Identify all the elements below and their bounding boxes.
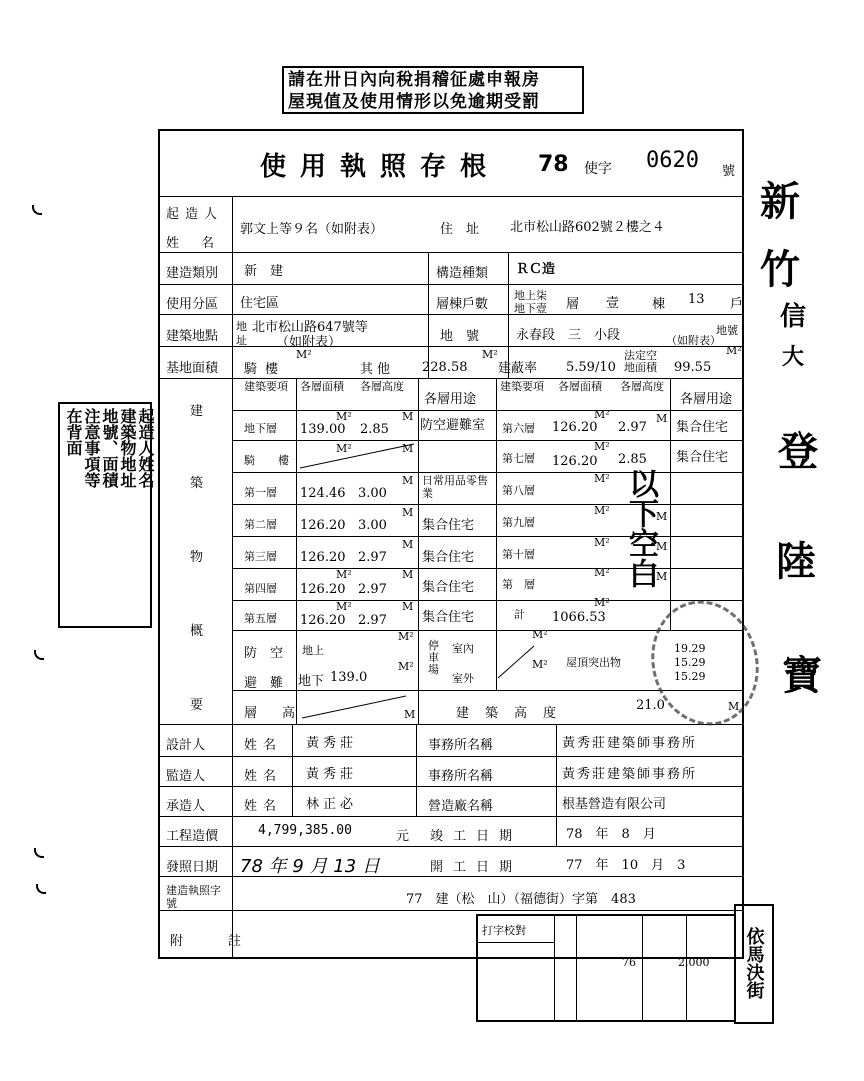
floor-height: 2.97 bbox=[358, 613, 387, 628]
unit-m2: M² bbox=[726, 344, 742, 357]
address-value: 北市松山路602號２樓之４ bbox=[510, 220, 665, 235]
col-use-right: 各層用途 bbox=[680, 392, 733, 407]
bldg-height-value: 21.0 bbox=[636, 698, 665, 713]
unit-m: M bbox=[656, 412, 668, 425]
floor-name: 第十層 bbox=[502, 548, 535, 561]
fee-value: 76 bbox=[622, 956, 636, 969]
floor-name: 計 bbox=[514, 608, 525, 621]
license-char: 使字 bbox=[584, 161, 612, 177]
col-item-left: 建築要項 bbox=[244, 380, 288, 393]
coverage-label: 建蔽率 bbox=[498, 361, 538, 376]
floor-use: 集合住宅 bbox=[422, 610, 475, 625]
grid-line bbox=[160, 314, 742, 315]
floor-area: 126.20 bbox=[300, 582, 346, 597]
unit-m: M bbox=[402, 568, 414, 581]
other-value: 228.58 bbox=[422, 360, 468, 375]
civil-label-2: 避 難 bbox=[244, 676, 284, 691]
grid-line bbox=[232, 568, 742, 569]
side-note-col-2: 建築物地址 bbox=[118, 408, 137, 488]
grid-line bbox=[296, 378, 297, 724]
floors-dong: 棟 bbox=[652, 297, 666, 312]
zone-label: 使用分區 bbox=[166, 297, 219, 312]
grid-line bbox=[476, 942, 554, 943]
side-note-col-5: 在背面 bbox=[64, 408, 83, 456]
designer-label: 設計人 bbox=[166, 738, 206, 753]
address-label: 住 址 bbox=[440, 222, 480, 237]
unit-m2: M² bbox=[594, 566, 610, 579]
unit-m2: M² bbox=[594, 472, 610, 485]
floor-area: 139.00 bbox=[300, 422, 346, 437]
unit-m2: M² bbox=[336, 442, 352, 455]
completion-label: 竣工日期 bbox=[430, 829, 523, 844]
grid-line bbox=[160, 910, 742, 911]
factory-label: 營造廠名稱 bbox=[428, 799, 494, 814]
amount-value: 2,000 bbox=[678, 956, 710, 969]
floor-use: 集合住宅 bbox=[676, 420, 729, 435]
tax-notice-line1: 請在卅日內向稅捐稽征處申報房 bbox=[288, 70, 540, 90]
floor-total-area: 1066.53 bbox=[552, 610, 606, 625]
unit-m: M bbox=[402, 506, 414, 519]
floor-use: 防空避難室 bbox=[420, 418, 486, 433]
builder-value: 郭文上等９名（如附表） bbox=[240, 222, 384, 237]
side-note-stamp bbox=[58, 402, 155, 628]
name-label: 姓名 bbox=[244, 769, 283, 784]
binding-mark bbox=[34, 848, 44, 858]
parking-indoor: 室內 bbox=[452, 642, 474, 655]
permit-label: 建造執照字號 bbox=[166, 884, 221, 910]
grid-line bbox=[642, 914, 643, 1022]
floor-height: 3.00 bbox=[358, 518, 387, 533]
unit-m2: M² bbox=[336, 568, 352, 581]
floor-area: 126.20 bbox=[300, 518, 346, 533]
floor-name: 第 層 bbox=[502, 578, 535, 591]
floor-area: 126.20 bbox=[552, 420, 598, 435]
designer-name: 黃秀莊 bbox=[306, 736, 358, 751]
contractor-company: 根基營造有限公司 bbox=[562, 797, 667, 812]
grid-line bbox=[232, 472, 742, 473]
unit-m: M bbox=[656, 540, 668, 553]
margin-char: 信 bbox=[780, 302, 807, 332]
builder-label: 起造人 bbox=[166, 207, 224, 222]
grid-line bbox=[160, 378, 742, 379]
start-value: 77 年 10 月 3 bbox=[566, 858, 686, 873]
floor-height: 2.97 bbox=[358, 550, 387, 565]
grid-line bbox=[160, 756, 742, 757]
legal-open-value: 99.55 bbox=[674, 360, 712, 375]
issue-value: 78 年 9 月 13 日 bbox=[240, 856, 380, 877]
site-sub: （如附表） bbox=[276, 335, 342, 350]
unit-m2: M² bbox=[398, 660, 414, 673]
floor-name: 第七層 bbox=[502, 452, 535, 465]
col-item-right: 建築要項 bbox=[500, 380, 544, 393]
floor-name: 地下層 bbox=[244, 422, 277, 435]
unit-m2: M² bbox=[594, 408, 610, 421]
empty-cell-slash bbox=[496, 640, 536, 680]
unit-m: M bbox=[402, 474, 414, 487]
floors-label: 層棟戶數 bbox=[436, 297, 489, 312]
grid-line bbox=[232, 410, 742, 411]
roof-value-3: 15.29 bbox=[674, 670, 706, 683]
permit-value: 77 建（松 山）（福德街）字第 483 bbox=[406, 892, 636, 907]
grid-line bbox=[160, 724, 742, 725]
section-label-3: 物 bbox=[190, 550, 204, 565]
office-label: 事務所名稱 bbox=[428, 738, 494, 753]
lot-hao: 地號 bbox=[716, 324, 738, 337]
margin-char: 新 bbox=[760, 178, 800, 225]
grid-line bbox=[160, 346, 742, 347]
grid-line bbox=[232, 536, 742, 537]
arcade-label: 騎樓 bbox=[244, 362, 287, 377]
site-value: 北市松山路647號等 bbox=[252, 320, 368, 335]
site-label: 建築地點 bbox=[166, 329, 219, 344]
start-label: 開工日期 bbox=[430, 860, 523, 875]
floor-name: 第四層 bbox=[244, 582, 277, 595]
col-area-left: 各層面積 bbox=[300, 380, 344, 393]
grid-line bbox=[576, 914, 577, 1022]
bldg-height-label: 建築高度 bbox=[456, 706, 573, 721]
cost-label: 工程造價 bbox=[166, 829, 219, 844]
civil-above: 地上 bbox=[302, 644, 324, 657]
grid-line bbox=[160, 846, 742, 847]
contractor-name: 林正必 bbox=[306, 797, 358, 812]
unit-m: M bbox=[656, 570, 668, 583]
unit-m: M bbox=[656, 510, 668, 523]
designer-office: 黃秀莊建築師事務所 bbox=[562, 736, 698, 751]
blank-below-stamp: 以下空白 bbox=[623, 468, 658, 588]
floors-below: 地下壹 bbox=[514, 302, 547, 315]
floor-name: 第八層 bbox=[502, 484, 535, 497]
lot-note: （如附表） bbox=[666, 334, 721, 347]
contractor-label: 承造人 bbox=[166, 799, 206, 814]
margin-char: 陸 bbox=[776, 538, 816, 585]
supervisor-name: 黃秀莊 bbox=[306, 767, 358, 782]
section-label-5: 要 bbox=[190, 698, 204, 713]
note-label: 附 註 bbox=[170, 934, 258, 949]
floor-height-label: 層 高 bbox=[244, 706, 302, 721]
form-title: 使用執照存根 bbox=[260, 152, 501, 182]
margin-char: 大 bbox=[782, 344, 805, 370]
side-note-col-1: 起造人姓名 bbox=[136, 408, 155, 488]
unit-m: M bbox=[404, 708, 416, 721]
cost-yuan: 元 bbox=[396, 829, 410, 844]
floors-above: 地上柒 bbox=[514, 289, 547, 302]
zone-value: 住宅區 bbox=[240, 296, 280, 311]
floor-use: 集合住宅 bbox=[422, 580, 475, 595]
tax-notice-line2: 屋現值及使用情形以免逾期受罰 bbox=[288, 92, 540, 112]
col-area-right: 各層面積 bbox=[558, 380, 602, 393]
floor-use: 集合住宅 bbox=[422, 518, 475, 533]
coverage-value: 5.59/10 bbox=[566, 360, 616, 375]
col-height-right: 各層高度 bbox=[620, 380, 664, 393]
structure-label: 構造種類 bbox=[436, 266, 489, 281]
license-number: 0620 bbox=[646, 148, 699, 173]
site-di: 地 bbox=[236, 320, 247, 333]
license-year: 78 bbox=[538, 152, 569, 177]
grid-line bbox=[670, 378, 671, 630]
grid-line bbox=[554, 914, 555, 1022]
empty-cell-slash bbox=[296, 440, 418, 472]
floor-name: 第五層 bbox=[244, 612, 277, 625]
grid-line bbox=[292, 724, 293, 816]
grid-line bbox=[418, 378, 419, 724]
floor-height: 2.85 bbox=[360, 422, 389, 437]
floor-use: 集合住宅 bbox=[422, 550, 475, 565]
floor-name: 第二層 bbox=[244, 518, 277, 531]
other-label: 其他 bbox=[360, 362, 395, 377]
section-label-2: 築 bbox=[190, 476, 204, 491]
binding-mark bbox=[34, 650, 44, 660]
empty-cell-slash bbox=[296, 690, 418, 724]
roof-label: 屋頂突出物 bbox=[566, 656, 621, 669]
side-note-col-4: 注意事項等 bbox=[82, 408, 101, 488]
grid-line bbox=[160, 252, 742, 253]
unit-m: M bbox=[402, 442, 414, 455]
floors-households: 13 bbox=[688, 292, 705, 307]
unit-m2: M² bbox=[594, 440, 610, 453]
side-note-col-3: 地號、面積 bbox=[100, 408, 119, 488]
structure-value: ＲＣ造 bbox=[516, 262, 556, 277]
grid-line bbox=[232, 196, 233, 958]
floor-height: 2.97 bbox=[358, 582, 387, 597]
parking-label: 停車場 bbox=[428, 639, 439, 676]
civil-below: 地下 bbox=[298, 674, 325, 689]
unit-m2: M² bbox=[594, 536, 610, 549]
section-label-4: 概 bbox=[190, 624, 204, 639]
unit-m: M bbox=[728, 700, 740, 713]
binding-mark bbox=[32, 205, 42, 215]
grid-line bbox=[232, 600, 742, 601]
floors-yi: 壹 bbox=[606, 296, 620, 311]
binding-mark bbox=[36, 884, 46, 894]
floors-hu: 戶 bbox=[730, 297, 744, 312]
floor-use: 集合住宅 bbox=[676, 450, 729, 465]
civil-label: 防 空 bbox=[244, 646, 284, 661]
name-label: 姓名 bbox=[244, 738, 283, 753]
floor-name: 騎 樓 bbox=[244, 454, 295, 467]
grid-line bbox=[160, 196, 742, 197]
unit-m2: M² bbox=[336, 410, 352, 423]
address-stamp-text: 依馬決街 bbox=[743, 927, 765, 999]
grid-line bbox=[556, 724, 557, 846]
address-stamp bbox=[734, 904, 774, 1024]
build-type-label: 建造類別 bbox=[166, 266, 219, 281]
floor-height: 2.97 bbox=[618, 420, 647, 435]
area-label: 基地面積 bbox=[166, 361, 219, 376]
roof-value-1: 19.29 bbox=[674, 642, 706, 655]
floors-ceng: 層 bbox=[566, 297, 580, 312]
builder-name-label: 姓名 bbox=[166, 236, 237, 251]
office-label: 事務所名稱 bbox=[428, 769, 494, 784]
civil-below-value: 139.0 bbox=[330, 670, 368, 685]
floor-use: 日常用品零售業 bbox=[422, 474, 488, 500]
grid-line bbox=[160, 786, 742, 787]
col-height-left: 各層高度 bbox=[360, 380, 404, 393]
floor-height: 2.85 bbox=[618, 452, 647, 467]
floor-name: 第九層 bbox=[502, 516, 535, 529]
grid-line bbox=[160, 284, 742, 285]
unit-m2: M² bbox=[594, 504, 610, 517]
completion-value: 78 年 8 月 bbox=[566, 827, 656, 842]
cost-value: 4,799,385.00 bbox=[258, 823, 352, 838]
roof-value-2: 15.29 bbox=[674, 656, 706, 669]
floor-area: 126.20 bbox=[300, 550, 346, 565]
margin-char: 竹 bbox=[760, 246, 800, 293]
unit-m: M bbox=[402, 600, 414, 613]
lot-label: 地 號 bbox=[440, 329, 480, 344]
unit-m2: M² bbox=[482, 348, 498, 361]
unit-m: M bbox=[402, 410, 414, 423]
parking-outdoor: 室外 bbox=[452, 672, 474, 685]
section-label-1: 建 bbox=[190, 404, 204, 419]
unit-m2: M² bbox=[398, 630, 414, 643]
grid-line bbox=[232, 504, 742, 505]
lot-value: 永春段 三 小段 bbox=[516, 328, 621, 343]
unit-m: M bbox=[402, 538, 414, 551]
floor-height: 3.00 bbox=[358, 486, 387, 501]
unit-m2: M² bbox=[532, 658, 548, 671]
unit-m2: M² bbox=[336, 600, 352, 613]
grid-line bbox=[416, 724, 417, 816]
unit-m2: M² bbox=[296, 348, 312, 361]
floor-name: 第三層 bbox=[244, 550, 277, 563]
typist-label: 打字校對 bbox=[482, 924, 526, 937]
margin-char: 登 bbox=[778, 428, 818, 475]
margin-char: 寶 bbox=[782, 652, 822, 699]
issue-label: 發照日期 bbox=[166, 860, 219, 875]
grid-line bbox=[160, 816, 742, 817]
build-type-value: 新 建 bbox=[244, 264, 284, 279]
floor-area: 126.20 bbox=[552, 454, 598, 469]
name-label: 姓名 bbox=[244, 799, 283, 814]
site-zhi: 址 bbox=[236, 334, 247, 347]
unit-m2: M² bbox=[594, 596, 610, 609]
col-use-left: 各層用途 bbox=[424, 392, 477, 407]
supervisor-label: 監造人 bbox=[166, 769, 206, 784]
unit-m2: M² bbox=[532, 628, 548, 641]
tax-notice-stamp bbox=[282, 66, 584, 114]
floor-area: 126.20 bbox=[300, 613, 346, 628]
floor-name: 第六層 bbox=[502, 422, 535, 435]
license-hao: 號 bbox=[722, 164, 736, 179]
floor-area: 124.46 bbox=[300, 486, 346, 501]
legal-open-label: 法定空地面積 bbox=[624, 349, 657, 374]
floor-name: 第一層 bbox=[244, 486, 277, 499]
supervisor-office: 黃秀莊建築師事務所 bbox=[562, 767, 698, 782]
